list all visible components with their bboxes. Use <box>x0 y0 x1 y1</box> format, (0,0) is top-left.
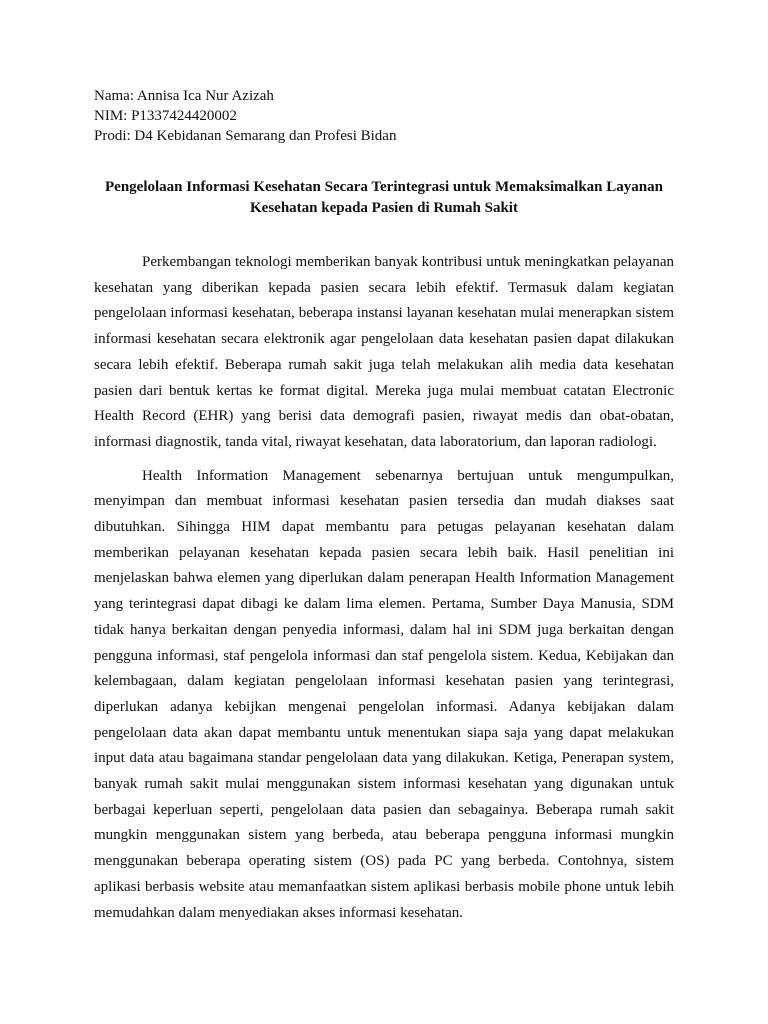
paragraph-2: Health Information Management sebenarnya bertujuan untuk mengumpulkan, menyimpan dan membuat informasi kesehatan pasien tersedia dan mudah diakses saat dibutuhkan. Sihingga HIM dapat membantu para petugas pelayanan kesehatan dalam memberikan pelayanan kesehatan kepada pasien secara lebih baik. Hasil penelitian ini menjelaskan bahwa elemen yang diperlukan dalam penerapan Health Information Management yang terintegrasi dapat dibagi ke dalam lima elemen. Pertama, Sumber Daya Manusia, SDM tidak hanya berkaitan dengan penyedia informasi, dalam hal ini SDM juga berkaitan dengan pengguna informasi, staf pengelola informasi dan staf pengelola sistem. Kedua, Kebijakan dan kelembagaan, dalam kegiatan pengelolaan informasi kesehatan pasien yang terintegrasi, diperlukan adanya kebijkan mengenai pengelolan informasi. Adanya kebijakan dalam pengelolaan data akan dapat membantu untuk menentukan siapa saja yang dapat melakukan input data atau bagaimana standar pengelolaan data yang dilakukan. Ketiga, Penerapan system, banyak rumah sakit mulai menggunakan sistem informasi kesehatan yang digunakan untuk berbagai keperluan seperti, pengelolaan data pasien dan sebagainya. Beberapa rumah sakit mungkin menggunakan sistem yang berbeda, atau beberapa pengguna informasi mungkin menggunakan beberapa operating sistem (OS) pada PC yang berbeda. Contohnya, sistem aplikasi berbasis website atau memanfaatkan sistem aplikasi berbasis mobile phone untuk lebih memudahkan dalam menyediakan akses informasi kesehatan. <box>94 467 674 921</box>
author-name: Nama: Annisa Ica Nur Azizah <box>94 88 274 104</box>
title-line-2: Kesehatan kepada Pasien di Rumah Sakit <box>250 200 518 216</box>
study-program: Prodi: D4 Kebidanan Semarang dan Profesi Bidan <box>94 128 397 144</box>
document-title <box>94 177 674 219</box>
paragraph-1: Perkembangan teknologi memberikan banyak kontribusi untuk meningkatkan pelayanan kesehatan yang diberikan kepada pasien secara lebih efektif. Termasuk dalam kegiatan pengelolaan informasi kesehatan, beberapa instansi layanan kesehatan mulai menerapkan sistem informasi kesehatan secara elektronik agar pengelolaan data kesehatan pasien dapat dilakukan secara lebih efektif. Beberapa rumah sakit juga telah melakukan alih media data kesehatan pasien dari bentuk kertas ke format digital. Mereka juga mulai membuat catatan Electronic Health Record (EHR) yang berisi data demografi pasien, riwayat medis dan obat-obatan, informasi diagnostik, tanda vital, riwayat kesehatan, data laboratorium, dan laporan radiologi. <box>94 254 674 450</box>
title-line-1: Pengelolaan Informasi Kesehatan Secara Terintegrasi untuk Memaksimalkan Layanan <box>105 179 663 195</box>
document-body <box>94 250 674 926</box>
student-id: NIM: P1337424420002 <box>94 108 237 124</box>
author-info <box>94 86 674 146</box>
